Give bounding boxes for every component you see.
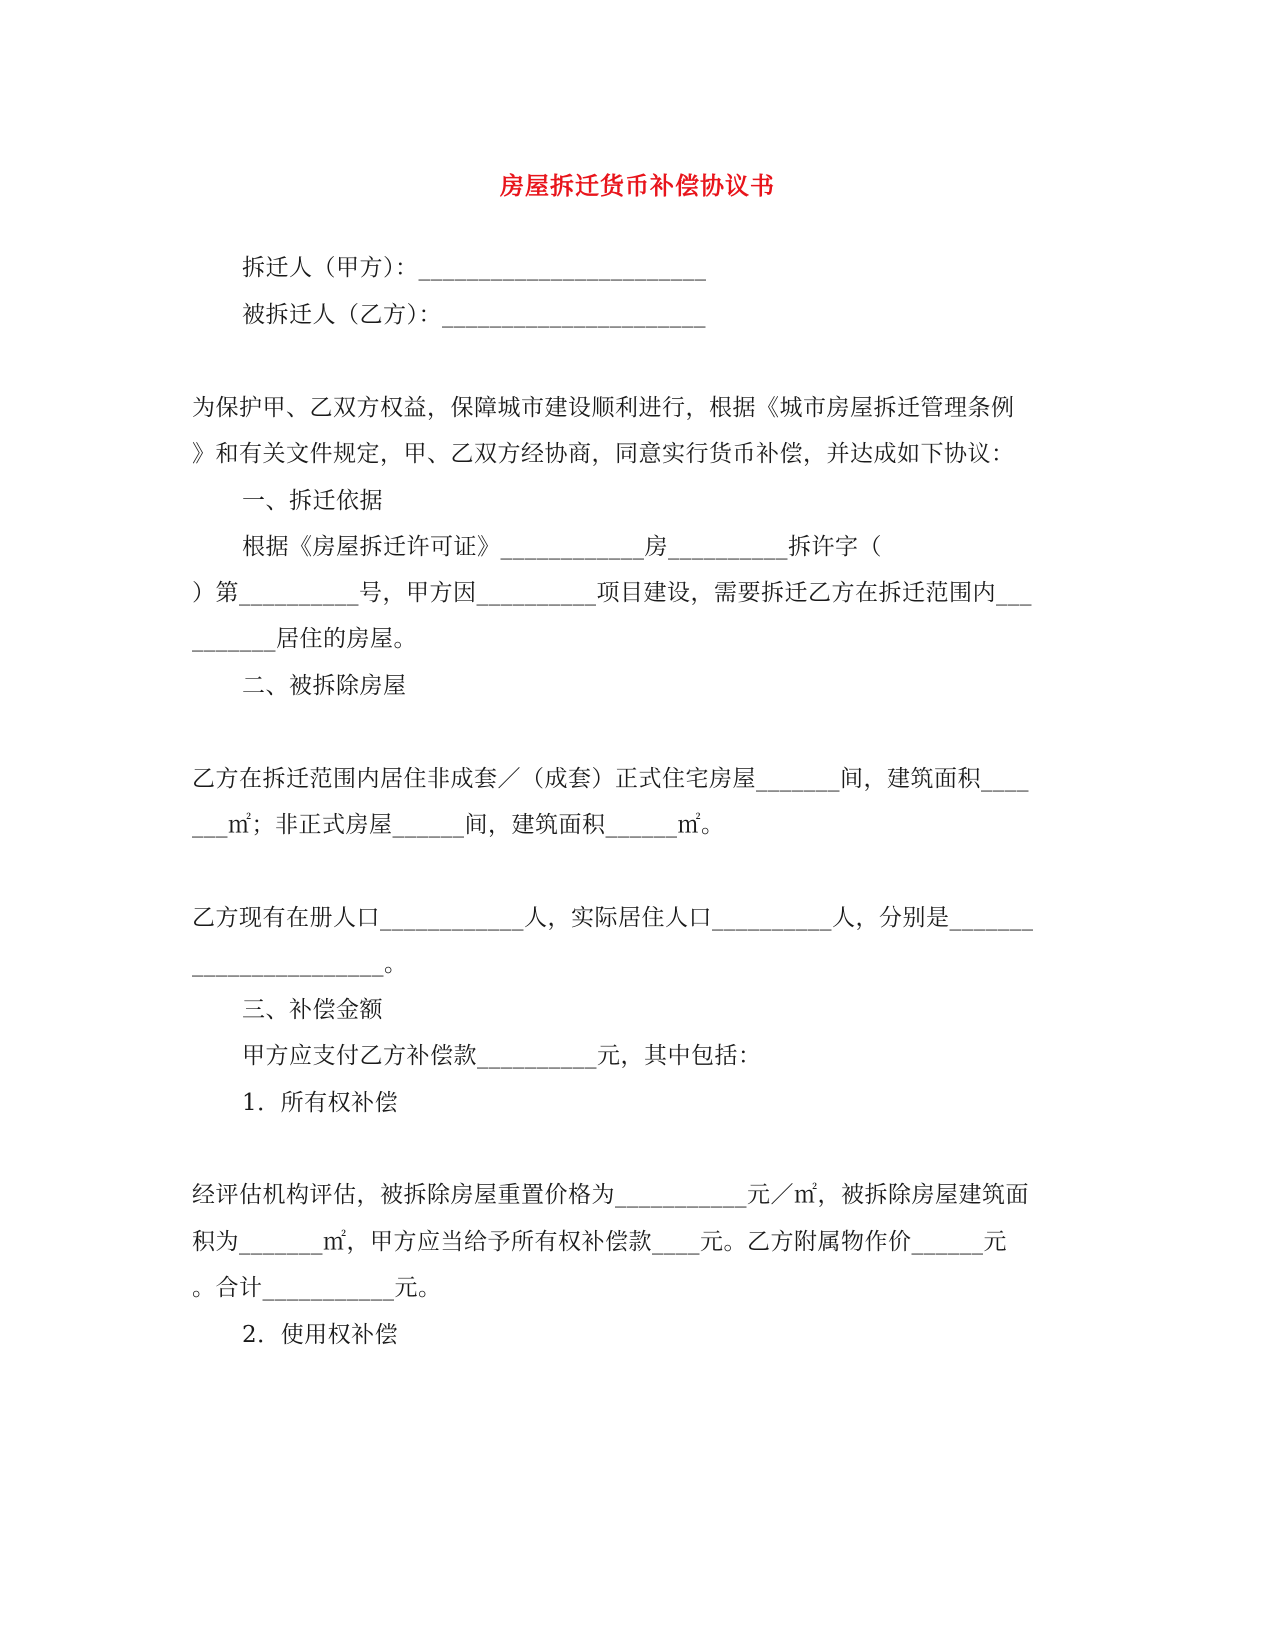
section-3-line-1: 甲方应支付乙方补偿款__________元，其中包括： xyxy=(242,1043,762,1069)
usage-heading: 2．使用权补偿 xyxy=(242,1322,399,1348)
section-1-line-1: 根据《房屋拆迁许可证》____________房__________拆许字（ xyxy=(242,534,882,560)
section-2-heading: 二、被拆除房屋 xyxy=(242,673,407,699)
ownership-line-2: 积为_______㎡，甲方应当给予所有权补偿款____元。乙方附属物作价______元 xyxy=(192,1229,1007,1255)
party-b-line: 被拆迁人（乙方）：______________________ xyxy=(242,302,706,328)
ownership-line-1: 经评估机构评估，被拆除房屋重置价格为___________元／㎡，被拆除房屋建筑面 xyxy=(192,1182,1029,1208)
preamble-line-1: 为保护甲、乙双方权益，保障城市建设顺利进行，根据《城市房屋拆迁管理条例 xyxy=(192,395,1015,421)
document-title: 房屋拆迁货币补偿协议书 xyxy=(500,171,775,200)
population-line-1: 乙方现有在册人口____________人，实际居住人口__________人，分别是_______ xyxy=(192,905,1034,931)
population-line-2: ________________。 xyxy=(192,951,408,977)
ownership-line-3: 。合计___________元。 xyxy=(192,1275,442,1301)
preamble-line-2: 》和有关文件规定，甲、乙双方经协商，同意实行货币补偿，并达成如下协议： xyxy=(192,441,1015,467)
section-2-line-2: ___㎡；非正式房屋______间，建筑面积______㎡。 xyxy=(192,812,725,838)
section-1-line-2: ）第__________号，甲方因__________项目建设，需要拆迁乙方在拆迁范围内___ xyxy=(192,580,1032,606)
party-a-line: 拆迁人（甲方）：________________________ xyxy=(242,255,707,281)
section-2-line-1: 乙方在拆迁范围内居住非成套／（成套）正式住宅房屋_______间，建筑面积____ xyxy=(192,766,1029,792)
ownership-heading: 1．所有权补偿 xyxy=(242,1090,399,1116)
section-3-heading: 三、补偿金额 xyxy=(242,997,383,1023)
section-1-heading: 一、拆迁依据 xyxy=(242,488,383,514)
section-1-line-3: _______居住的房屋。 xyxy=(192,626,417,652)
